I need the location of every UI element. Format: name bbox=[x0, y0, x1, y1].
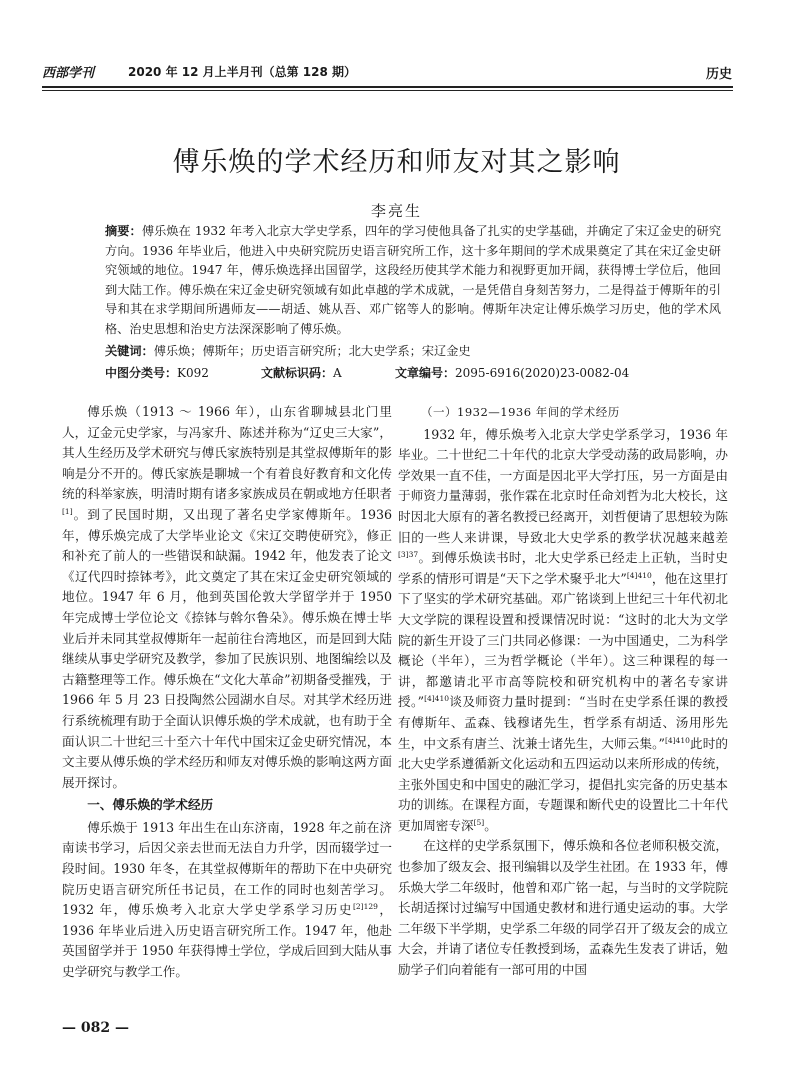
issue-info: 2020 年 12 月上半月刊（总第 128 期） bbox=[128, 65, 357, 79]
citation: [5] bbox=[473, 817, 485, 827]
body-paragraph: 1932 年，傅乐焕考入北京大学史学系学习，1936 年毕业。二十世纪二十年代的北京大学受动荡的政局影响，办学效果一直不佳，一方面是因北平大学打压，另一方面是由于师资力量薄弱，张作霖在北京时任命刘哲为北大校长，这时因北大原有的著名教授已经离开，刘哲便请了思想较为陈旧的一些人来讲课，导致北大史学系的教学状况越来越差$^{[3]37}$。到傅乐焕读书时，北大史学系已经走上正轨，当时史学系的情形可谓是“天下之学术聚乎北大”$^{[4]410}$，他在这里打下了坚实的学术研究基础。邓广铭谈到上世纪三十年代初北大文学院的课程设置和授课情况时说：“这时的北大为文学院的新生开设了三门共同必修课：一为中国通史，二为科学概论（半年），三为哲学概论（半年）。这三种课程的每一讲，都邀请北平市高等院校和研究机构中的著名专家讲授。”$^{[4]410}$谈及师资力量时提到：“当时在史学系任课的教授有傅斯年、孟森、钱穆诸先生，哲学系有胡适、汤用彤先生，中文系有唐兰、沈兼士诸先生，大师云集。”$^{[4]410}$此时的北大史学系遵循新文化运动和五四运动以来所形成的传统，主张外国史和中国史的融汇学习，提倡扎实完备的历史基本功的训练。在课程方面，专题课和断代史的设置比二十年代更加周密专深[5]。 bbox=[398, 426, 729, 833]
article-author: 李亮生 bbox=[370, 202, 422, 220]
page-number: — 082 — bbox=[62, 1020, 129, 1036]
citation: [4]410 bbox=[626, 570, 652, 580]
section-label: 历史 bbox=[705, 67, 732, 82]
article-title: 傅乐焕的学术经历和师友对其之影响 bbox=[172, 147, 621, 178]
running-header bbox=[42, 60, 732, 82]
clc-code: 中图分类号：K092 bbox=[105, 366, 209, 380]
body-paragraph: 在这样的史学系氛围下，傅乐焕和各位老师积极交流，也参加了级友会、报刊编辑以及学生社团。在 1933 年，傅乐焕大学二年级时，他曾和邓广铭一起，与当时的文学院院长胡适探讨过编写中国通史教材和进行通史运动的事。大学二年级下半学期，史学系二年级的同学召开了级友会的成立大会，并请了诸位专任教授到场，孟森先生发表了讲话，勉励学子们向着能有一部可用的中国 bbox=[398, 838, 728, 978]
article-number: 文章编号：2095-6916(2020)23-0082-04 bbox=[395, 366, 630, 380]
citation: [2]129 bbox=[352, 902, 378, 912]
citation: [1] bbox=[62, 506, 73, 516]
keywords-label: 关键词： bbox=[105, 344, 154, 358]
right-column bbox=[398, 402, 728, 981]
keywords-text: 傅乐焕；傅斯年；历史语言研究所；北大史学系；宋辽金史 bbox=[153, 344, 471, 358]
header-rule bbox=[42, 86, 733, 88]
abstract-label: 摘要： bbox=[105, 224, 142, 238]
intro-paragraph: 傅乐焕（1913 ～ 1966 年），山东省聊城县北门里人，辽金元史学家，与冯家升、陈述并称为“辽史三大家”，其人生经历及学术研究与傅氏家族特别是其堂叔傅斯年的影响是分不开的。傅氏家族是聊城一个有着良好教育和文化传统的科举家族，明清时期有诸多家族成员在朝或地方任职者[1]。到了民国时期，又出现了著名史学家傅斯年。1936 年，傅乐焕完成了大学毕业论文《宋辽交聘使研究》，修正和补充了前人的一些错误和缺漏。1942 年，他发表了论文《辽代四时捺钵考》，此文奠定了其在宋辽金史研究领域的地位。1947 年 6 月，他到英国伦敦大学留学并于 1950 年完成博士学位论文《捺钵与斡尔鲁朵》。傅乐焕在博士毕业后并未同其堂叔傅斯年一起前往台湾地区，而是回到大陆继续从事史学研究及教学，参加了民族识别、地图编绘以及古籍整理等工作。傅乐焕在“文化大革命”初期备受摧残，于 1966 年 5 月 23 日投陶然公园湖水自尽。对其学术经历进行系统梳理有助于全面认识傅乐焕的学术成就，也有助于全面认识二十世纪三十至六十年代中国宋辽金史研究情况，本文主要从傅乐焕的学术经历和师友对傅乐焕的影响这两方面展开探讨。 bbox=[62, 404, 392, 790]
journal-name: 西部学刊 bbox=[42, 66, 95, 81]
header-rule-thin bbox=[42, 90, 733, 91]
article-metadata bbox=[105, 364, 721, 384]
section-heading-1: 一、傅乐焕的学术经历 bbox=[87, 797, 214, 813]
citation: [3]37 bbox=[398, 549, 419, 559]
left-column bbox=[62, 402, 392, 983]
document-code: 文献标识码：A bbox=[261, 366, 342, 380]
citation: [4]410 bbox=[664, 735, 690, 745]
keywords bbox=[105, 342, 721, 359]
subsection-heading: （一）1932—1936 年间的学术经历 bbox=[421, 405, 620, 419]
abstract-text: 傅乐焕在 1932 年考入北京大学史学系，四年的学习使他具备了扎实的史学基础，并确定了宋辽金史的研究方向。1936 年毕业后，他进入中央研究院历史语言研究所工作，这十多年期间的学术成果奠定了其在宋辽金史研究领域的地位。1947 年，傅乐焕选择出国留学，这段经历使其学术能力和视野更加开阔，获得博士学位后，他回到大陆工作。傅乐焕在宋辽金史研究领域有如此卓越的学术成就，一是凭借自身刻苦努力，二是得益于傅斯年的引导和其在求学期间所遇师友——胡适、姚从吾、邓广铭等人的影响。傅斯年决定让傅乐焕学习历史，他的学术风格、治史思想和治史方法深深影响了傅乐焕。 bbox=[105, 224, 722, 336]
body-paragraph: 傅乐焕于 1913 年出生在山东济南，1928 年之前在济南读书学习，后因父亲去世而无法自力升学，因而辍学过一段时间。1930 年冬，在其堂叔傅斯年的帮助下在中央研究院历史语言研究所任书记员，在工作的同时也刻苦学习。1932 年，傅乐焕考入北京大学史学系学习历史$^{[2]129}$，1936 年毕业后进入历史语言研究所工作。1947 年，他赴英国留学并于 1950 年获得博士学位，学成后回到大陆从事史学研究与教学工作。 bbox=[62, 819, 393, 980]
abstract bbox=[105, 222, 721, 340]
citation: [4]410 bbox=[424, 694, 450, 704]
